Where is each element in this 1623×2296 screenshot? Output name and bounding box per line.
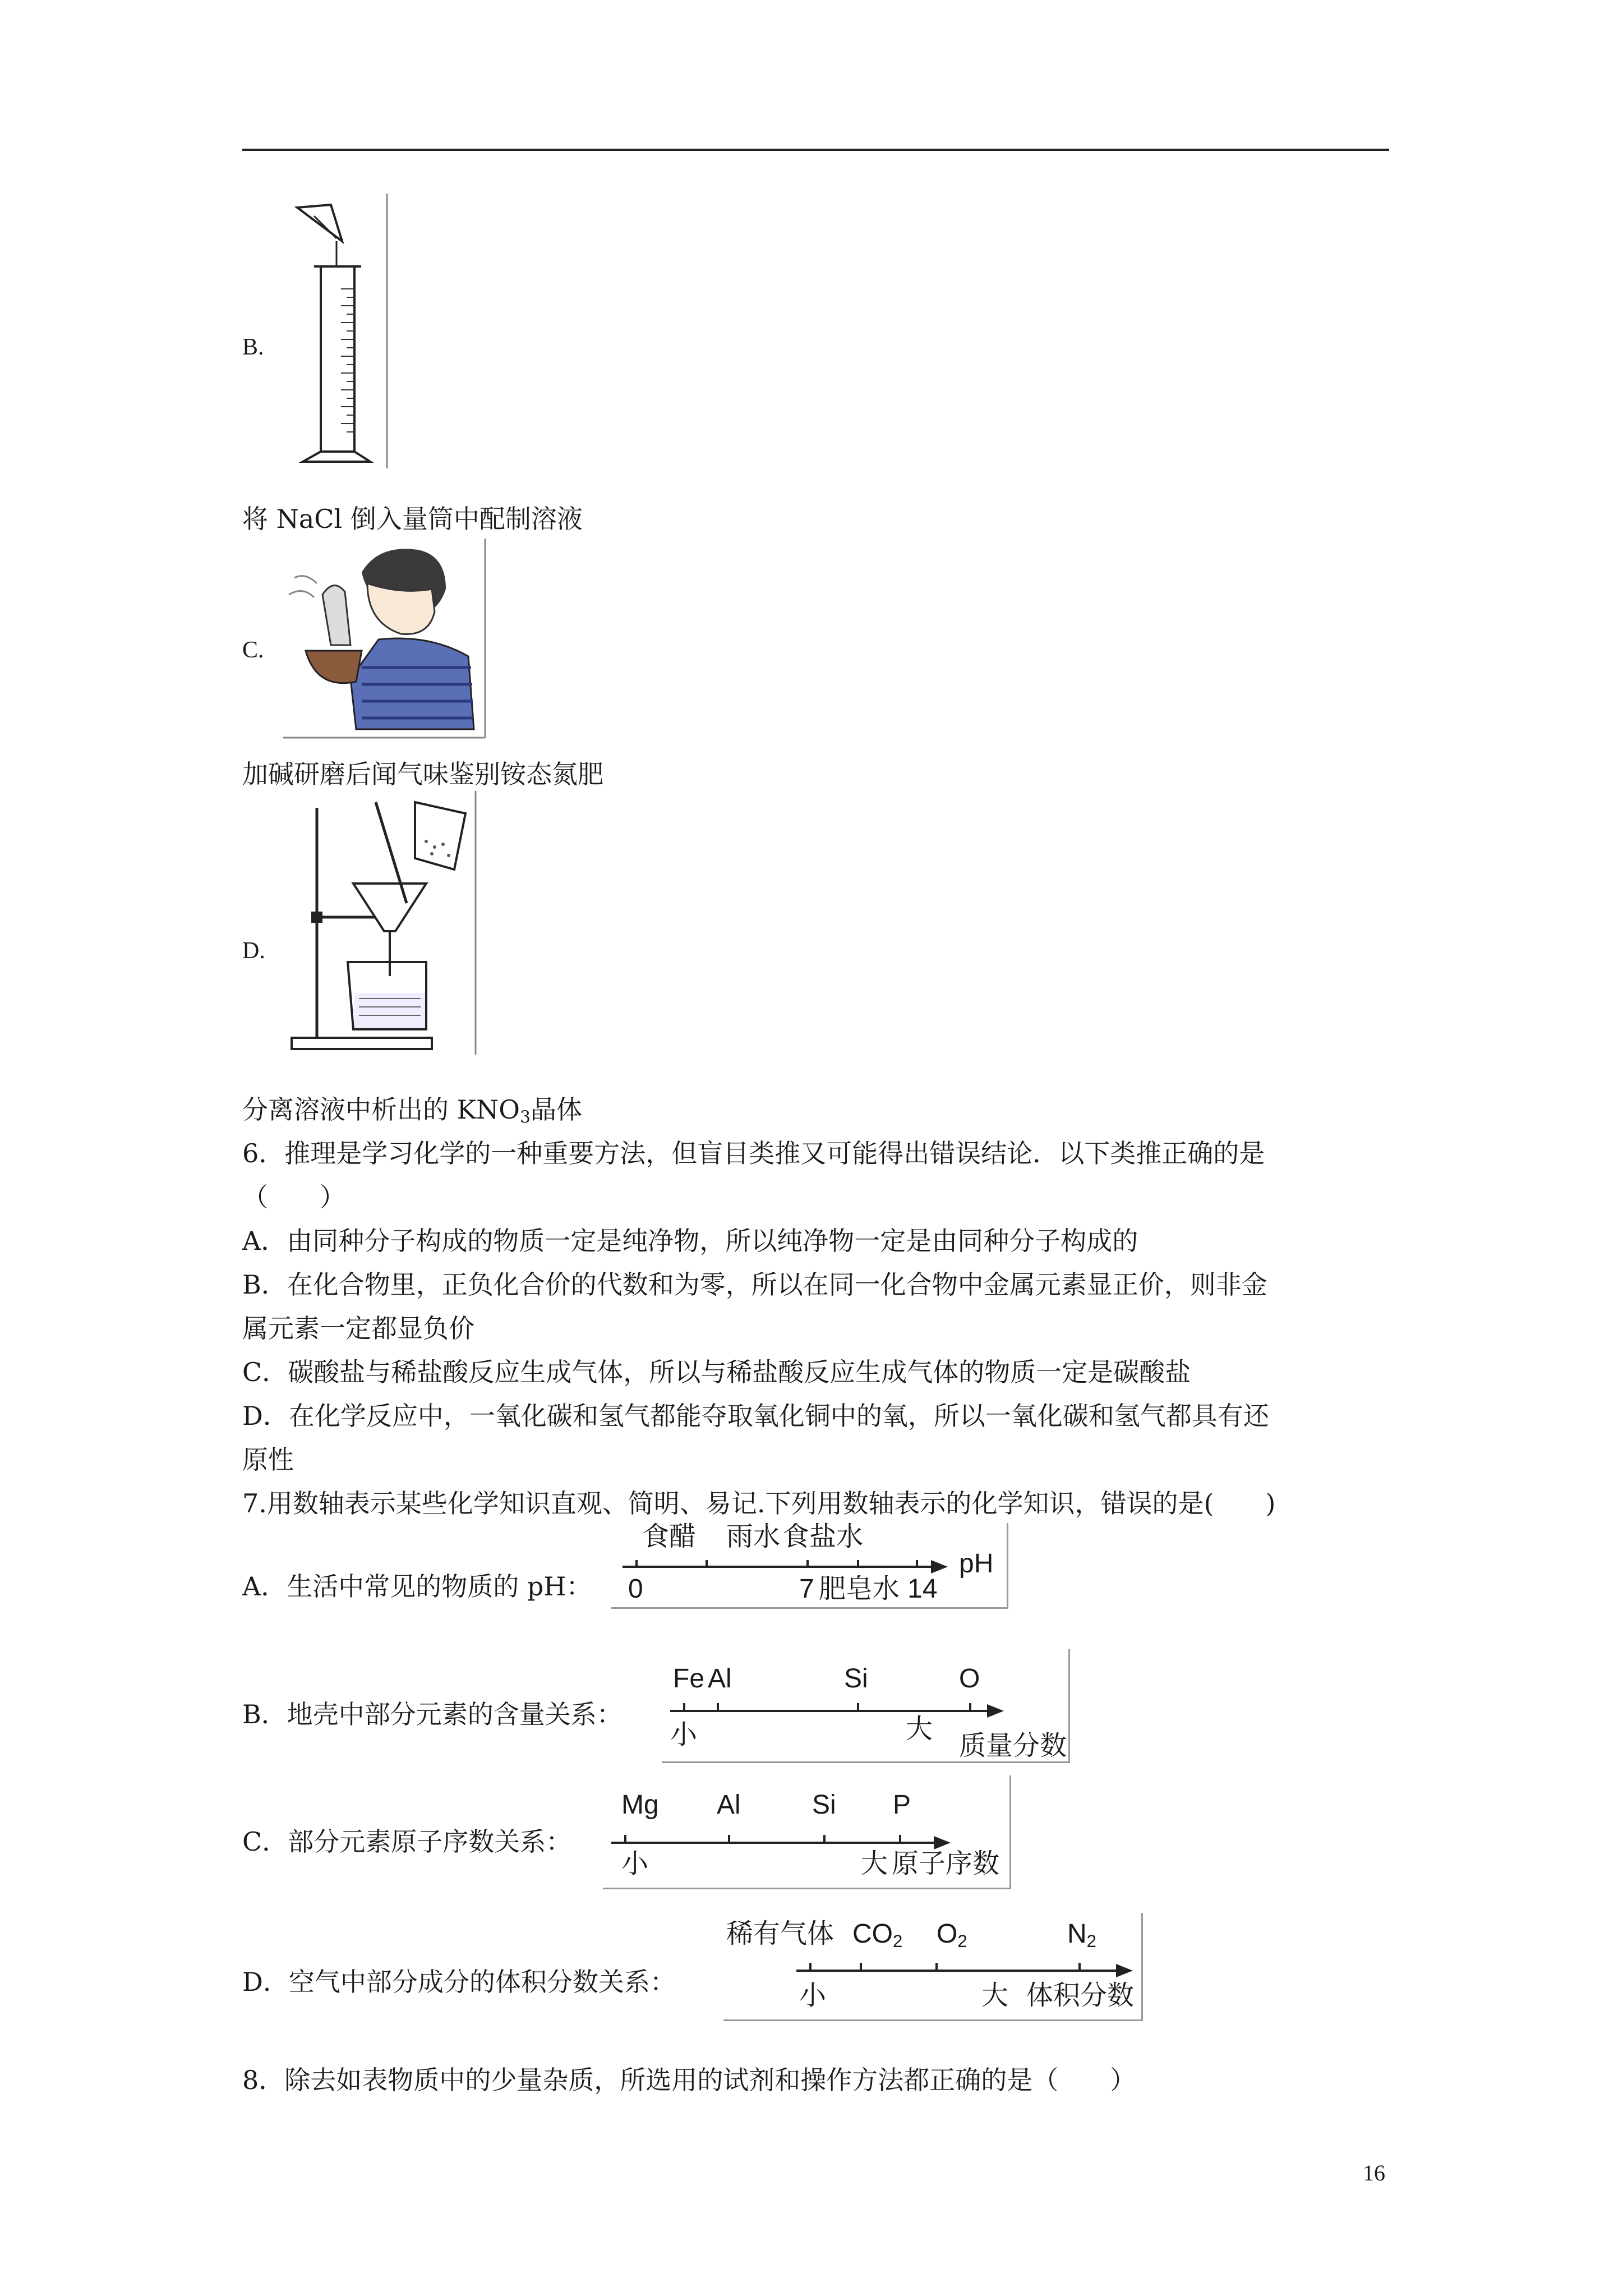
q6-stem-line2: （ ） xyxy=(242,1182,345,1212)
q7-b-label-o: O xyxy=(959,1664,980,1694)
header-rule xyxy=(242,149,1389,151)
q7-d-label-noble-gas: 稀有气体 xyxy=(726,1919,834,1949)
q8-stem: 8．除去如表物质中的少量杂质，所选用的试剂和操作方法都正确的是（ ） xyxy=(242,2065,1136,2095)
q7-b-label-al: Al xyxy=(708,1664,732,1694)
q7-a-label-soap: 肥皂水 xyxy=(819,1574,900,1604)
option-c-letter: C. xyxy=(242,637,264,663)
graduated-cylinder-figure xyxy=(280,194,393,468)
q7-option-a-text: A．生活中常见的物质的 pH： xyxy=(242,1571,592,1602)
q7-a-tick-0: 0 xyxy=(628,1574,643,1604)
q7-option-d-text: D．空气中部分成分的体积分数关系： xyxy=(242,1967,676,1997)
q7-c-label-mg: Mg xyxy=(621,1790,659,1820)
q7-d-axis-name: 体积分数 xyxy=(1026,1981,1135,2010)
q7-option-c-text: C．部分元素原子序数关系： xyxy=(242,1826,572,1857)
filtration-apparatus-figure xyxy=(286,791,479,1057)
q6-option-b-line2: 属元素一定都显负价 xyxy=(242,1313,474,1343)
option-b-letter: B. xyxy=(242,334,264,360)
option-d-caption: 分离溶液中析出的 $KNO_3$晶体 xyxy=(242,1094,582,1128)
q7-option-b-text: B．地壳中部分元素的含量关系： xyxy=(242,1699,623,1729)
q7-a-label-rain: 雨水 xyxy=(726,1522,781,1552)
option-b-caption: 将 NaCl 倒入量筒中配制溶液 xyxy=(242,504,583,534)
q6-option-d-line2: 原性 xyxy=(242,1444,294,1475)
q7-b-label-large: 大 xyxy=(906,1714,933,1744)
child-smelling-figure xyxy=(283,539,491,740)
q7-c-label-small: 小 xyxy=(621,1849,649,1879)
q7-c-label-p: P xyxy=(893,1790,911,1820)
option-c-caption: 加碱研磨后闻气味鉴别铵态氮肥 xyxy=(242,759,603,789)
q7-c-axis-name: 原子序数 xyxy=(892,1849,1000,1879)
q7-b-axis-name: 质量分数 xyxy=(959,1731,1067,1761)
q6-option-a: A．由同种分子构成的物质一定是纯净物，所以纯净物一定是由同种分子构成的 xyxy=(242,1226,1138,1256)
q7-a-label-saltwater: 食盐水 xyxy=(782,1522,864,1552)
q7-a-label-vinegar: 食醋 xyxy=(642,1522,697,1552)
q6-option-d-line1: D．在化学反应中，一氧化碳和氢气都能夺取氧化铜中的氧，所以一氧化碳和氢气都具有还 xyxy=(242,1401,1269,1431)
q6-option-c: C．碳酸盐与稀盐酸反应生成气体，所以与稀盐酸反应生成气体的物质一定是碳酸盐 xyxy=(242,1357,1191,1387)
option-d-letter: D. xyxy=(242,938,265,964)
q7-d-label-o2: $O_2$ xyxy=(937,1919,967,1951)
q7-d-label-small: 小 xyxy=(799,1981,827,2010)
q7-b-label-small: 小 xyxy=(670,1720,698,1750)
q7-c-label-al: Al xyxy=(717,1790,741,1820)
q7-b-label-si: Si xyxy=(844,1664,868,1694)
q7-a-tick-14: 14 xyxy=(907,1574,938,1604)
q7-d-label-co2: $CO_2$ xyxy=(852,1919,903,1951)
q6-option-b-line1: B．在化合物里，正负化合价的代数和为零，所以在同一化合物中金属元素显正价，则非金 xyxy=(242,1269,1267,1300)
q7-a-axis-name: pH xyxy=(959,1549,994,1579)
page-number: 16 xyxy=(1363,2160,1385,2185)
q6-stem-line1: 6．推理是学习化学的一种重要方法，但盲目类推又可能得出错误结论．以下类推正确的是 xyxy=(242,1138,1265,1168)
q7-a-tick-7: 7 xyxy=(799,1574,814,1604)
q7-d-label-n2: $N_2$ xyxy=(1067,1919,1097,1951)
q7-b-label-fe: Fe xyxy=(673,1664,705,1694)
q7-stem: 7.用数轴表示某些化学知识直观、简明、易记.下列用数轴表示的化学知识，错误的是( ) xyxy=(242,1488,1276,1519)
q7-c-label-large: 大 xyxy=(861,1849,888,1879)
q7-d-label-large: 大 xyxy=(981,1981,1009,2010)
q7-c-label-si: Si xyxy=(812,1790,836,1820)
